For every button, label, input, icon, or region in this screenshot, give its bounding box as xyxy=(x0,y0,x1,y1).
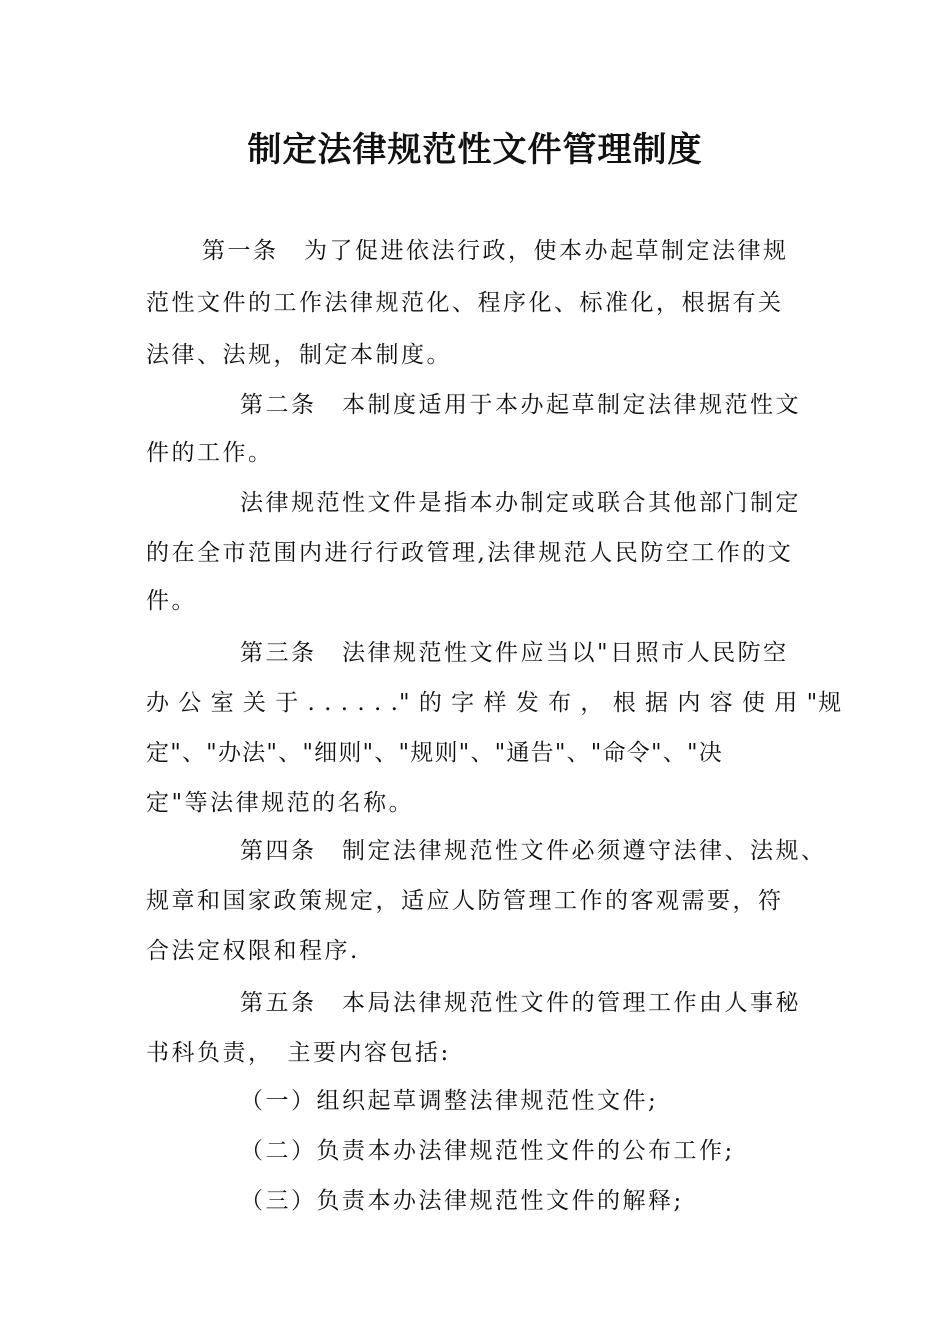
article-5-line-1: 第五条 本局法律规范性文件的管理工作由人事秘 xyxy=(240,990,801,1016)
definition-line-2: 的在全市范围内进行行政管理,法律规范人民防空工作的文 xyxy=(146,540,794,566)
article-5-line-2: 书科负责， 主要内容包括: xyxy=(146,1040,451,1066)
article-4-line-3: 合法定权限和程序. xyxy=(146,938,360,964)
article-4-line-2: 规章和国家政策规定，适应人防管理工作的客观需要，符 xyxy=(146,888,784,914)
item-1: （一）组织起草调整法律规范性文件; xyxy=(240,1088,659,1114)
item-3: （三）负责本办法律规范性文件的解释; xyxy=(240,1188,684,1214)
definition-line-3: 件。 xyxy=(146,588,197,614)
definition-line-1: 法律规范性文件是指本办制定或联合其他部门制定 xyxy=(240,490,801,516)
article-4-line-1: 第四条 制定法律规范性文件必须遵守法律、法规、 xyxy=(240,838,827,864)
article-3-line-3: 定"、"办法"、"细则"、"规则"、"通告"、"命令"、"决 xyxy=(146,740,723,766)
article-1-line-3: 法律、法规，制定本制度。 xyxy=(146,342,452,368)
document-title: 制定法律规范性文件管理制度 xyxy=(247,130,703,170)
article-3-line-1: 第三条 法律规范性文件应当以"日照市人民防空 xyxy=(240,640,789,666)
article-1-line-1: 第一条 为了促进依法行政，使本办起草制定法律规 xyxy=(202,238,789,264)
article-1-line-2: 范性文件的工作法律规范化、程序化、标准化，根据有关 xyxy=(146,290,784,316)
article-3-line-2: 办 公 室 关 于 . . . . . ." 的 字 样 发 布 ， 根 据 内 容 使 用 "规 xyxy=(146,690,843,716)
article-3-line-4: 定"等法律规范的名称。 xyxy=(146,790,415,816)
article-2-line-1: 第二条 本制度适用于本办起草制定法律规范性文 xyxy=(240,392,801,418)
item-2: （二）负责本办法律规范性文件的公布工作; xyxy=(240,1138,735,1164)
article-2-line-2: 件的工作。 xyxy=(146,440,274,466)
